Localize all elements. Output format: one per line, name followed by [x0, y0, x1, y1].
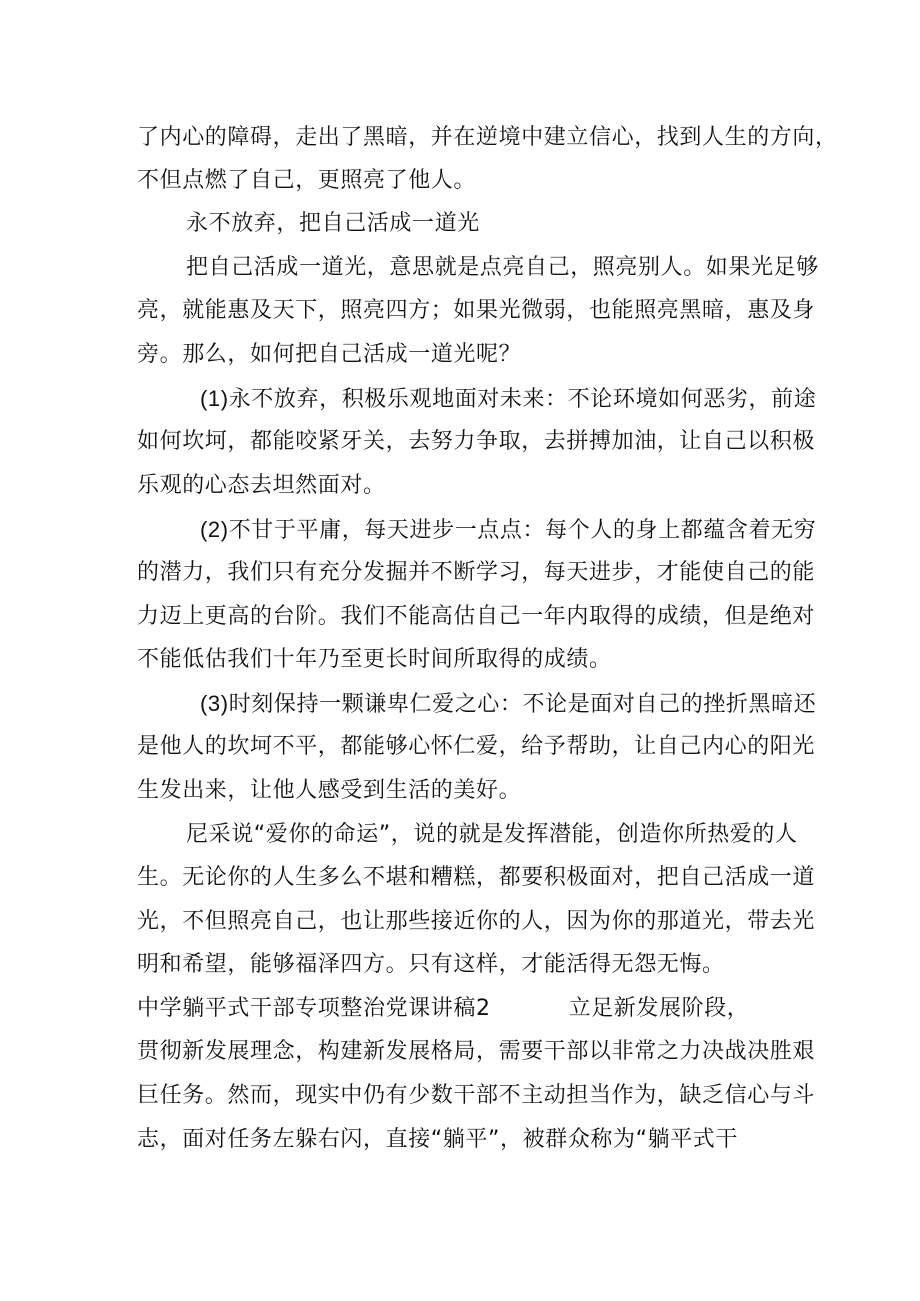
list-number-2: (2) [200, 517, 229, 542]
paragraph-line: 旁。那么，如何把自己活成一道光呢？ [137, 342, 522, 367]
list-number-3: (3) [200, 691, 229, 716]
paragraph-line: 志，面对任务左躲右闪，直接“躺平”，被群众称为“躺平式干 [137, 1127, 738, 1152]
paragraph-line: 生发出来，让他人感受到生活的美好。 [137, 778, 522, 803]
title-following-text: 立足新发展阶段， [568, 996, 750, 1021]
paragraph-line: 力迈上更高的台阶。我们不能高估自己一年内取得的成绩，但是绝对 [137, 604, 816, 629]
list-number-1: (1) [200, 386, 229, 411]
document-title: 中学躺平式干部专项整治党课讲稿2 [137, 996, 491, 1021]
paragraph-line: 不能低估我们十年乃至更长时间所取得的成绩。 [137, 647, 612, 672]
list-item-3-line [200, 689, 816, 720]
paragraph-line: 生。无论你的人生多么不堪和糟糕，都要积极面对，把自己活成一道 [137, 865, 816, 890]
text-line-2: 不但点燃了自己，更照亮了他人。 [137, 168, 477, 193]
paragraph-line: 的潜力，我们只有充分发掘并不断学习，每天进步，才能使自己的能 [137, 560, 816, 585]
paragraph-line: 把自己活成一道光，意思就是点亮自己，照亮别人。如果光足够 [186, 255, 819, 280]
section-heading: 永不放弃，把自己活成一道光 [186, 211, 480, 236]
paragraph-line: 明和希望，能够福泽四方。只有这样，才能活得无怨无悔。 [137, 952, 725, 977]
list-item-1-text: 永不放弃，积极乐观地面对未来：不论环境如何恶劣，前途 [228, 387, 817, 412]
list-item-3-text: 时刻保持一颗谦卑仁爱之心：不论是面对自己的挫折黑暗还 [228, 692, 817, 717]
paragraph-line: 巨任务。然而，现实中仍有少数干部不主动担当作为，缺乏信心与斗 [137, 1083, 816, 1108]
title-line [137, 994, 749, 1024]
list-item-2-text: 不甘于平庸，每天进步一点点：每个人的身上都蕴含着无穷 [228, 518, 817, 543]
paragraph-line: 贯彻新发展理念，构建新发展格局，需要干部以非常之力决战决胜艰 [137, 1039, 816, 1064]
paragraph-line: 亮，就能惠及天下，照亮四方；如果光微弱，也能照亮黑暗，惠及身 [137, 298, 816, 323]
text-line-1: 了内心的障碍，走出了黑暗，并在逆境中建立信心，找到人生的方向， [137, 125, 838, 150]
list-item-2-line [200, 515, 816, 546]
paragraph-line: 乐观的心态去坦然面对。 [137, 473, 386, 498]
paragraph-line: 光，不但照亮自己，也让那些接近你的人，因为你的那道光，带去光 [137, 909, 816, 934]
paragraph-line: 尼采说“爱你的命运”，说的就是发挥潜能，创造你所热爱的人 [186, 822, 798, 847]
paragraph-line: 如何坎坷，都能咬紧牙关，去努力争取，去拼搏加油，让自己以积极 [137, 429, 816, 454]
list-item-1-line [200, 384, 816, 415]
paragraph-line: 是他人的坎坷不平，都能够心怀仁爱，给予帮助，让自己内心的阳光 [137, 734, 816, 759]
